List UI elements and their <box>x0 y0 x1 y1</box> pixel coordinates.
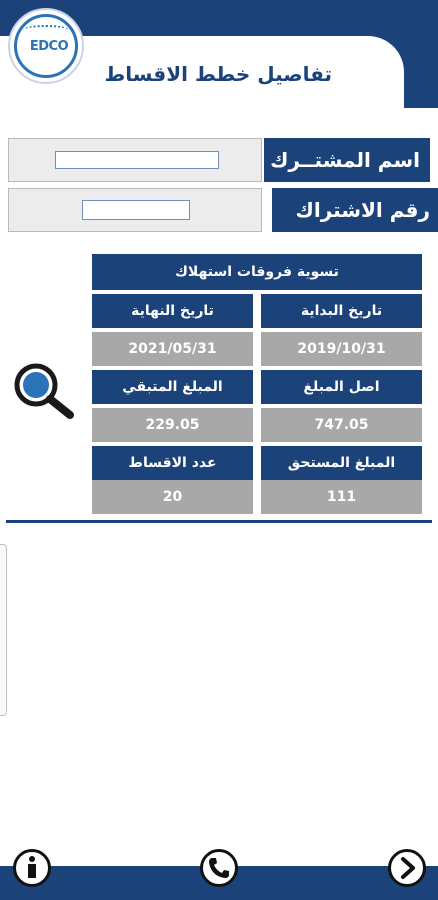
subscriber-name-label: اسم المشتــرك <box>264 138 430 182</box>
due-amount-value: 111 <box>261 480 422 514</box>
remaining-amount-value: 229.05 <box>92 408 253 442</box>
subscriber-name-input[interactable] <box>55 151 219 169</box>
magnifier-icon <box>12 362 76 420</box>
remaining-amount-header: المبلغ المتبقي <box>92 370 253 404</box>
start-date-header: تاريخ البداية <box>261 294 422 328</box>
subscriber-name-field-container <box>8 138 262 182</box>
info-button[interactable] <box>13 849 51 887</box>
subscription-number-row <box>8 188 430 232</box>
phone-icon <box>207 856 231 880</box>
info-icon <box>20 855 44 881</box>
subscription-number-input[interactable] <box>82 200 190 220</box>
logo-ring <box>14 14 78 78</box>
logo-dots <box>23 25 69 35</box>
side-drawer-handle[interactable] <box>0 544 7 716</box>
search-button[interactable] <box>12 362 76 420</box>
page-title: تفاصيل خطط الاقساط <box>104 62 332 86</box>
chevron-right-icon <box>395 856 419 880</box>
start-date-value: 2019/10/31 <box>261 332 422 366</box>
subscription-number-field-container <box>8 188 262 232</box>
table-title: تسوية فروقات استهلاك <box>92 254 422 290</box>
logo-text: EDCO <box>29 39 69 54</box>
due-amount-header: المبلغ المستحق <box>261 446 422 480</box>
installments-count-value: 20 <box>92 480 253 514</box>
next-button[interactable] <box>388 849 426 887</box>
installments-count-header: عدد الاقساط <box>92 446 253 480</box>
end-date-header: تاريخ النهاية <box>92 294 253 328</box>
subscriber-name-row <box>8 138 430 182</box>
end-date-value: 2021/05/31 <box>92 332 253 366</box>
call-button[interactable] <box>200 849 238 887</box>
original-amount-header: اصل المبلغ <box>261 370 422 404</box>
subscription-number-label: رقم الاشتراك <box>272 188 438 232</box>
original-amount-value: 747.05 <box>261 408 422 442</box>
section-divider <box>6 520 432 523</box>
